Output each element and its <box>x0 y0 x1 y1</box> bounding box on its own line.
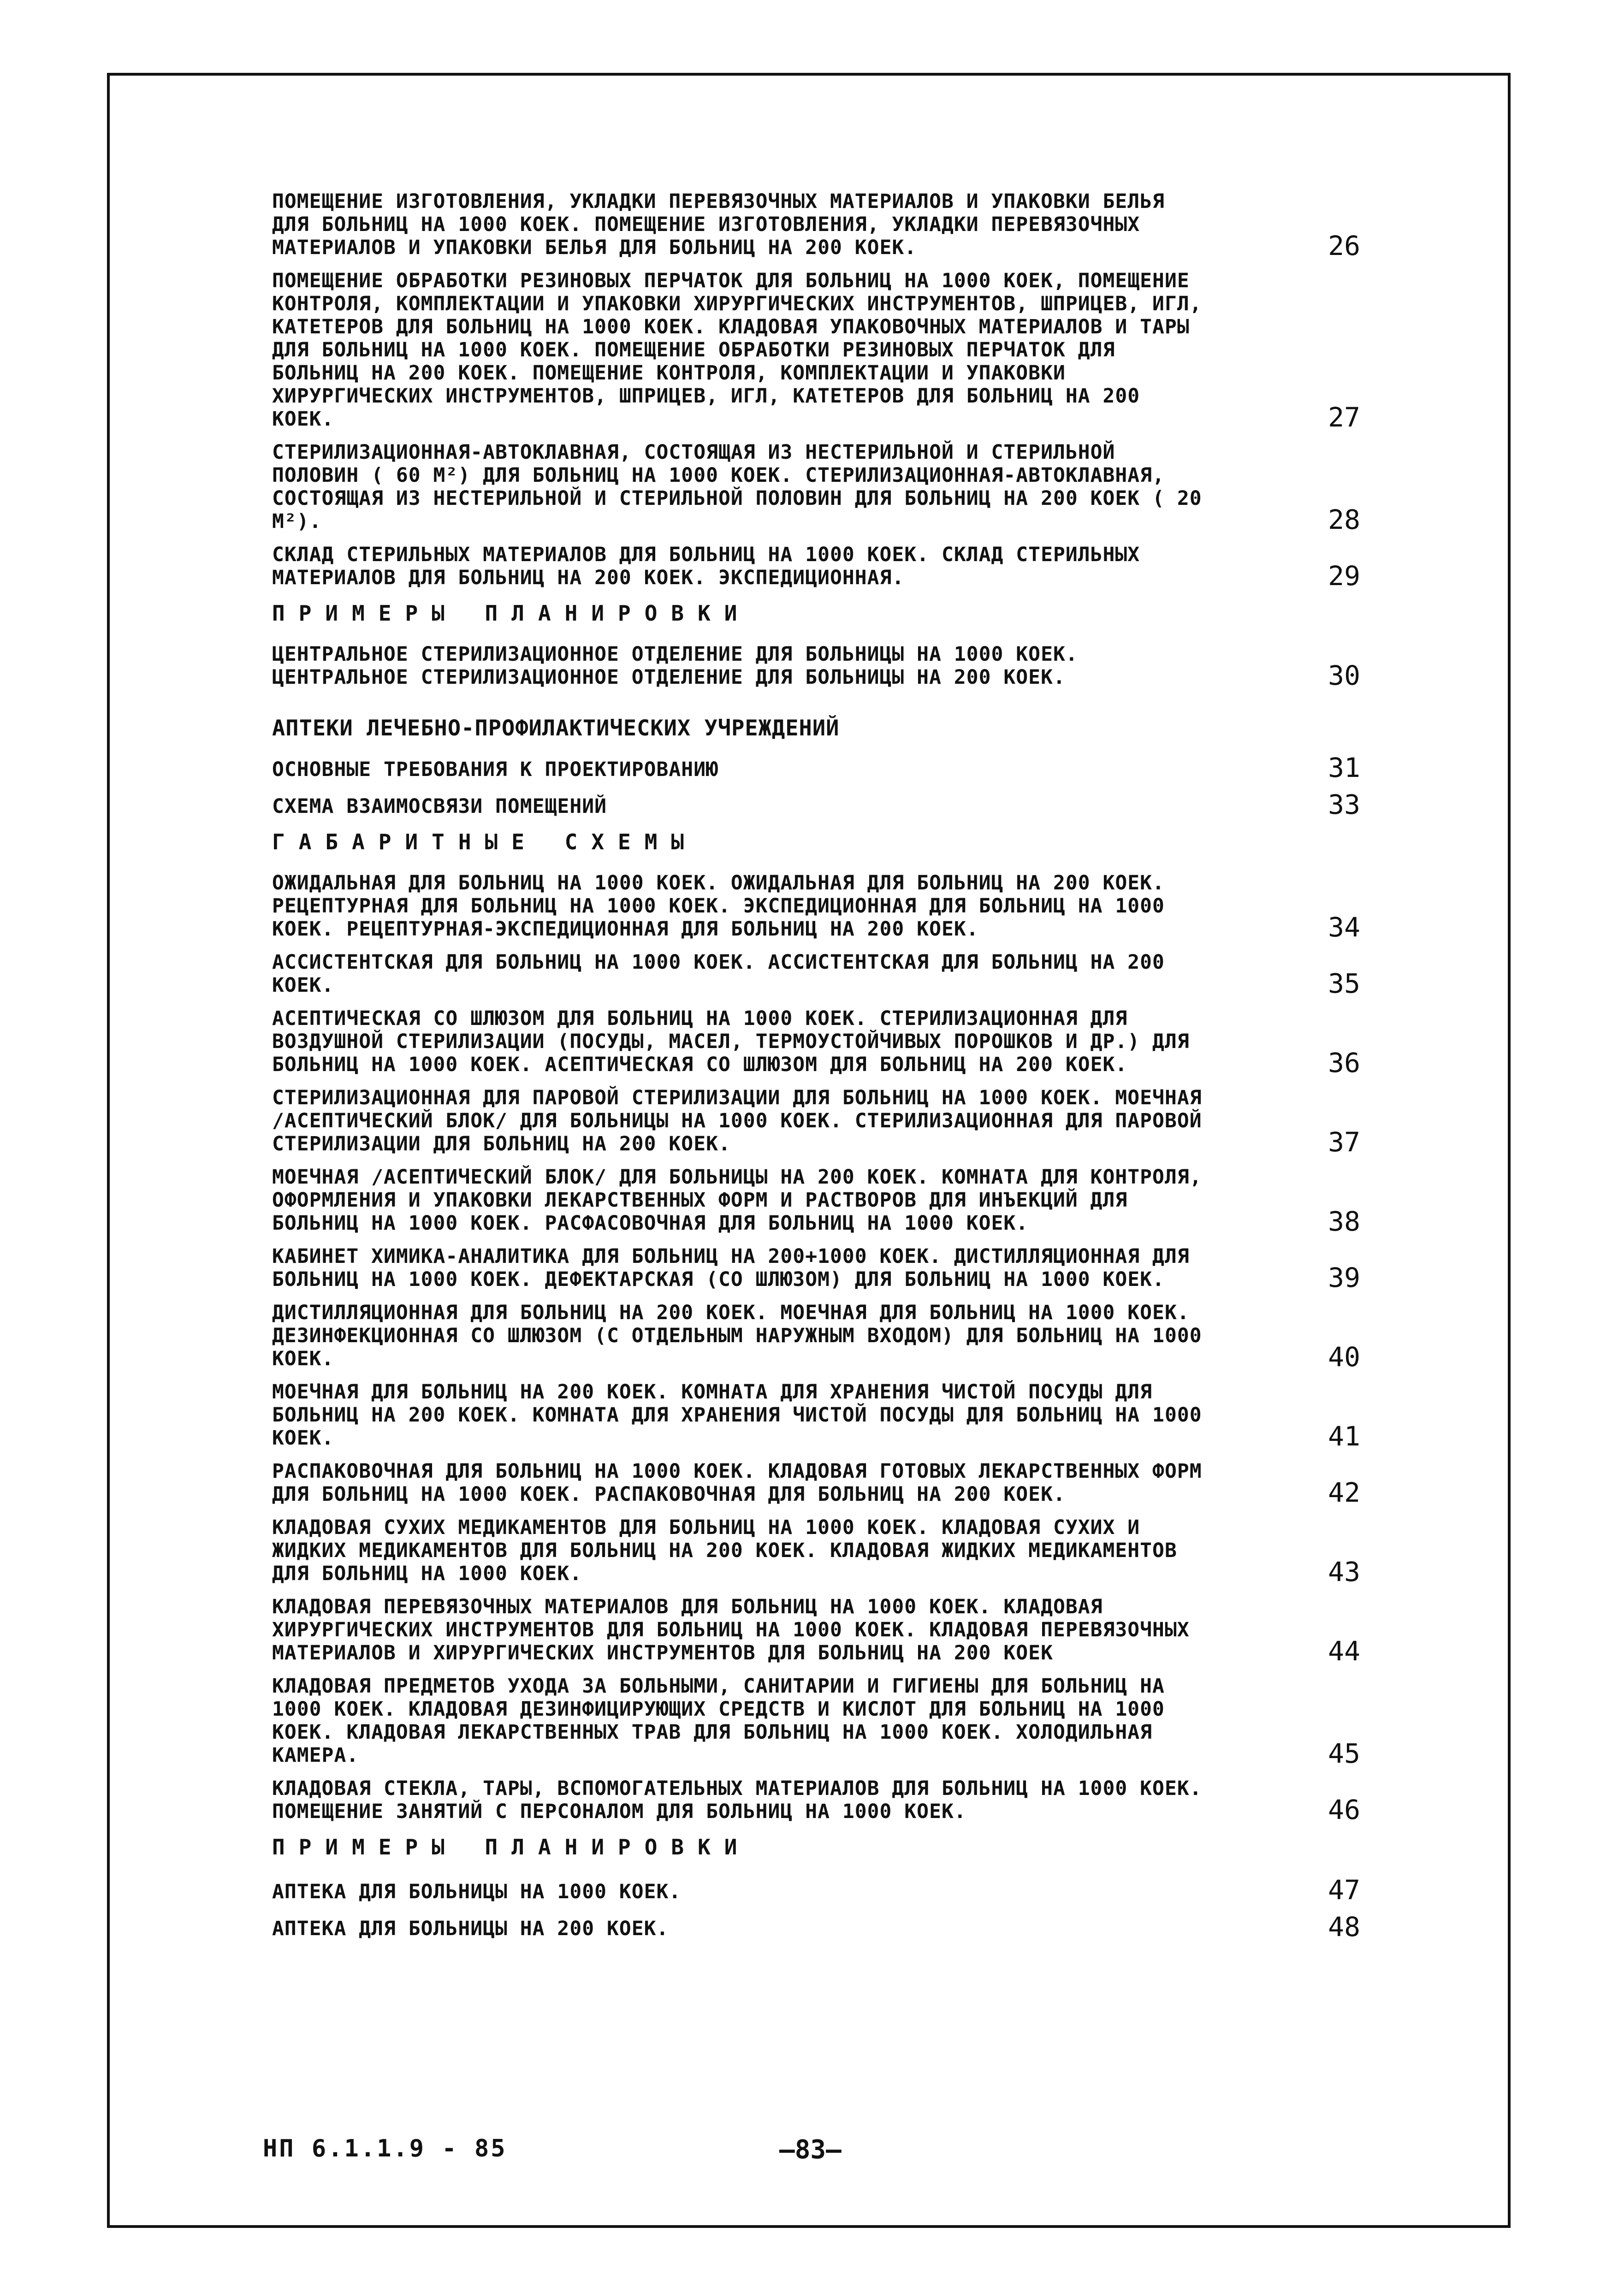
toc-entry <box>272 1086 1360 1158</box>
toc-entry <box>272 1007 1360 1076</box>
toc-page-number: 33 <box>1328 789 1360 820</box>
toc-entry-text: АПТЕКА ДЛЯ БОЛЬНИЦЫ НА 200 КОЕК. <box>272 1917 669 1940</box>
toc-entry-text: КЛАДОВАЯ ПРЕДМЕТОВ УХОДА ЗА БОЛЬНЫМИ, САНИТАРИИ И ГИГИЕНЫ ДЛЯ БОЛЬНИЦ НА 1000 КОЕК. КЛАДОВАЯ ДЕЗИНФИЦИРУЮЩИХ СРЕДСТВ И КИСЛОТ ДЛЯ БОЛЬНИЦ НА 1000 КОЕК. КЛАДОВАЯ ЛЕКАРСТВЕННЫХ ТРАВ ДЛЯ БОЛЬНИЦ НА 1000 КОЕК. ХОЛОДИЛЬНАЯ КАМЕРА. <box>272 1675 1165 1767</box>
toc-page-number: 37 <box>1328 1126 1360 1158</box>
toc-entry-text: КАБИНЕТ ХИМИКА-АНАЛИТИКА ДЛЯ БОЛЬНИЦ НА 200+1000 КОЕК. ДИСТИЛЛЯЦИОННАЯ ДЛЯ БОЛЬНИЦ НА 1000 КОЕК. ДЕФЕКТАРСКАЯ (СО ШЛЮЗОМ) ДЛЯ БОЛЬНИЦ НА 1000 КОЕК. <box>272 1245 1190 1291</box>
toc-page-number: 40 <box>1328 1341 1360 1373</box>
toc-page-number: 39 <box>1328 1262 1360 1293</box>
toc-entry <box>272 791 1360 818</box>
toc-entry-text: СТЕРИЛИЗАЦИОННАЯ-АВТОКЛАВНАЯ, СОСТОЯЩАЯ ИЗ НЕСТЕРИЛЬНОЙ И СТЕРИЛЬНОЙ ПОЛОВИН ( 60 М²) ДЛЯ БОЛЬНИЦ НА 1000 КОЕК. СТЕРИЛИЗАЦИОННАЯ-АВТОКЛАВНАЯ, СОСТОЯЩАЯ ИЗ НЕСТЕРИЛЬНОЙ И СТЕРИЛЬНОЙ ПОЛОВИН ДЛЯ БОЛЬНИЦ НА 200 КОЕК ( 20 М²). <box>272 441 1202 533</box>
toc-page-number: 44 <box>1328 1635 1360 1667</box>
toc-entry <box>272 269 1360 431</box>
toc-page-number: 36 <box>1328 1047 1360 1078</box>
toc-page-number: 43 <box>1328 1556 1360 1587</box>
toc-entry <box>272 1911 1360 1943</box>
toc-page-number: 31 <box>1328 752 1360 783</box>
table-of-contents <box>272 190 1360 1950</box>
toc-entry <box>272 1460 1360 1506</box>
toc-entry <box>272 1516 1360 1585</box>
toc-entry <box>272 1380 1360 1450</box>
toc-page-number: 35 <box>1328 968 1360 999</box>
toc-page-number: 27 <box>1328 402 1360 433</box>
toc-entry-text: РАСПАКОВОЧНАЯ ДЛЯ БОЛЬНИЦ НА 1000 КОЕК. КЛАДОВАЯ ГОТОВЫХ ЛЕКАРСТВЕННЫХ ФОРМ ДЛЯ БОЛЬНИЦ НА 1000 КОЕК. РАСПАКОВОЧНАЯ ДЛЯ БОЛЬНИЦ НА 200 КОЕК. <box>272 1460 1202 1506</box>
toc-entry-text: СХЕМА ВЗАИМОСВЯЗИ ПОМЕЩЕНИЙ <box>272 795 607 818</box>
toc-entry <box>272 951 1360 997</box>
toc-entry <box>272 1675 1360 1767</box>
toc-entry <box>272 1301 1360 1373</box>
toc-entry <box>272 643 1360 689</box>
toc-entry <box>272 754 1360 781</box>
toc-entry-text: ПОМЕЩЕНИЕ ОБРАБОТКИ РЕЗИНОВЫХ ПЕРЧАТОК ДЛЯ БОЛЬНИЦ НА 1000 КОЕК, ПОМЕЩЕНИЕ КОНТРОЛЯ, КОМПЛЕКТАЦИИ И УПАКОВКИ ХИРУРГИЧЕСКИХ ИНСТРУМЕНТОВ, ШПРИЦЕВ, ИГЛ, КАТЕТЕРОВ ДЛЯ БОЛЬНИЦ НА 1000 КОЕК. КЛАДОВАЯ УПАКОВОЧНЫХ МАТЕРИАЛОВ И ТАРЫ ДЛЯ БОЛЬНИЦ НА 1000 КОЕК. ПОМЕЩЕНИЕ ОБРАБОТКИ РЕЗИНОВЫХ ПЕРЧАТОК ДЛЯ БОЛЬНИЦ НА 200 КОЕК. ПОМЕЩЕНИЕ КОНТРОЛЯ, КОМПЛЕКТАЦИИ И УПАКОВКИ ХИРУРГИЧЕСКИХ ИНСТРУМЕНТОВ, ШПРИЦЕВ, ИГЛ, КАТЕТЕРОВ ДЛЯ БОЛЬНИЦ НА 200 КОЕК. <box>272 269 1202 431</box>
toc-entry <box>272 1166 1360 1235</box>
toc-page-number: 46 <box>1328 1794 1360 1825</box>
toc-page-number: 28 <box>1328 504 1360 535</box>
toc-entry-text: МОЕЧНАЯ ДЛЯ БОЛЬНИЦ НА 200 КОЕК. КОМНАТА ДЛЯ ХРАНЕНИЯ ЧИСТОЙ ПОСУДЫ ДЛЯ БОЛЬНИЦ НА 200 КОЕК. КОМНАТА ДЛЯ ХРАНЕНИЯ ЧИСТОЙ ПОСУДЫ ДЛЯ БОЛЬНИЦ НА 1000 КОЕК. <box>272 1380 1202 1450</box>
toc-page-number: 34 <box>1328 912 1360 943</box>
document-code: НП 6.1.1.9 - 85 <box>263 2135 507 2162</box>
subsection-heading: ПРИМЕРЫ ПЛАНИРОВКИ <box>272 601 751 626</box>
toc-entry-text: КЛАДОВАЯ ПЕРЕВЯЗОЧНЫХ МАТЕРИАЛОВ ДЛЯ БОЛЬНИЦ НА 1000 КОЕК. КЛАДОВАЯ ХИРУРГИЧЕСКИХ ИНСТРУМЕНТОВ ДЛЯ БОЛЬНИЦ НА 1000 КОЕК. КЛАДОВАЯ ПЕРЕВЯЗОЧНЫХ МАТЕРИАЛОВ И ХИРУРГИЧЕСКИХ ИНСТРУМЕНТОВ ДЛЯ БОЛЬНИЦ НА 200 КОЕК <box>272 1595 1190 1664</box>
toc-entry-text: СКЛАД СТЕРИЛЬНЫХ МАТЕРИАЛОВ ДЛЯ БОЛЬНИЦ НА 1000 КОЕК. СКЛАД СТЕРИЛЬНЫХ МАТЕРИАЛОВ ДЛЯ БОЛЬНИЦ НА 200 КОЕК. ЭКСПЕДИЦИОННАЯ. <box>272 543 1140 589</box>
toc-entry-text: ЦЕНТРАЛЬНОЕ СТЕРИЛИЗАЦИОННОЕ ОТДЕЛЕНИЕ ДЛЯ БОЛЬНИЦЫ НА 1000 КОЕК. ЦЕНТРАЛЬНОЕ СТЕРИЛИЗАЦИОННОЕ ОТДЕЛЕНИЕ ДЛЯ БОЛЬНИЦЫ НА 200 КОЕК. <box>272 643 1078 689</box>
subsection-heading: ПРИМЕРЫ ПЛАНИРОВКИ <box>272 1835 751 1860</box>
toc-entry <box>272 1595 1360 1667</box>
toc-entry-text: ОЖИДАЛЬНАЯ ДЛЯ БОЛЬНИЦ НА 1000 КОЕК. ОЖИДАЛЬНАЯ ДЛЯ БОЛЬНИЦ НА 200 КОЕК. РЕЦЕПТУРНАЯ ДЛЯ БОЛЬНИЦ НА 1000 КОЕК. ЭКСПЕДИЦИОННАЯ ДЛЯ БОЛЬНИЦ НА 1000 КОЕК. РЕЦЕПТУРНАЯ-ЭКСПЕДИЦИОННАЯ ДЛЯ БОЛЬНИЦ НА 200 КОЕК. <box>272 871 1165 941</box>
toc-group-sterilization <box>272 190 1360 592</box>
toc-entry-text: ДИСТИЛЛЯЦИОННАЯ ДЛЯ БОЛЬНИЦ НА 200 КОЕК. МОЕЧНАЯ ДЛЯ БОЛЬНИЦ НА 1000 КОЕК. ДЕЗИНФЕКЦИОННАЯ СО ШЛЮЗОМ (С ОТДЕЛЬНЫМ НАРУЖНЫМ ВХОДОМ) ДЛЯ БОЛЬНИЦ НА 1000 КОЕК. <box>272 1301 1202 1370</box>
toc-entry-text: КЛАДОВАЯ СТЕКЛА, ТАРЫ, ВСПОМОГАТЕЛЬНЫХ МАТЕРИАЛОВ ДЛЯ БОЛЬНИЦ НА 1000 КОЕК. ПОМЕЩЕНИЕ ЗАНЯТИЙ С ПЕРСОНАЛОМ ДЛЯ БОЛЬНИЦ НА 1000 КОЕК. <box>272 1777 1202 1823</box>
toc-entry <box>272 190 1360 259</box>
toc-entry-text: ОСНОВНЫЕ ТРЕБОВАНИЯ К ПРОЕКТИРОВАНИЮ <box>272 758 718 781</box>
toc-page-number: 29 <box>1328 560 1360 592</box>
toc-entry-text: МОЕЧНАЯ /АСЕПТИЧЕСКИЙ БЛОК/ ДЛЯ БОЛЬНИЦЫ НА 200 КОЕК. КОМНАТА ДЛЯ КОНТРОЛЯ, ОФОРМЛЕНИЯ И УПАКОВКИ ЛЕКАРСТВЕННЫХ ФОРМ И РАСТВОРОВ ДЛЯ ИНЪЕКЦИЙ ДЛЯ БОЛЬНИЦ НА 1000 КОЕК. РАСФАСОВОЧНАЯ ДЛЯ БОЛЬНИЦ НА 1000 КОЕК. <box>272 1166 1202 1235</box>
toc-entry <box>272 441 1360 533</box>
toc-entry <box>272 543 1360 592</box>
toc-entry <box>272 1777 1360 1823</box>
toc-entry-text: АСЕПТИЧЕСКАЯ СО ШЛЮЗОМ ДЛЯ БОЛЬНИЦ НА 1000 КОЕК. СТЕРИЛИЗАЦИОННАЯ ДЛЯ ВОЗДУШНОЙ СТЕРИЛИЗАЦИИ (ПОСУДЫ, МАСЕЛ, ТЕРМОУСТОЙЧИВЫХ ПОРОШКОВ И ДР.) ДЛЯ БОЛЬНИЦ НА 1000 КОЕК. АСЕПТИЧЕСКАЯ СО ШЛЮЗОМ ДЛЯ БОЛЬНИЦ НА 200 КОЕК. <box>272 1007 1190 1076</box>
toc-entry-text: КЛАДОВАЯ СУХИХ МЕДИКАМЕНТОВ ДЛЯ БОЛЬНИЦ НА 1000 КОЕК. КЛАДОВАЯ СУХИХ И ЖИДКИХ МЕДИКАМЕНТОВ ДЛЯ БОЛЬНИЦ НА 200 КОЕК. КЛАДОВАЯ ЖИДКИХ МЕДИКАМЕНТОВ ДЛЯ БОЛЬНИЦ НА 1000 КОЕК. <box>272 1516 1177 1585</box>
toc-page-number: 30 <box>1328 660 1360 691</box>
toc-entry-text: АССИСТЕНТСКАЯ ДЛЯ БОЛЬНИЦ НА 1000 КОЕК. АССИСТЕНТСКАЯ ДЛЯ БОЛЬНИЦ НА 200 КОЕК. <box>272 951 1165 997</box>
page-number: —83— <box>779 2135 842 2165</box>
toc-entry-text: СТЕРИЛИЗАЦИОННАЯ ДЛЯ ПАРОВОЙ СТЕРИЛИЗАЦИИ ДЛЯ БОЛЬНИЦ НА 1000 КОЕК. МОЕЧНАЯ /АСЕПТИЧЕСКИЙ БЛОК/ ДЛЯ БОЛЬНИЦЫ НА 1000 КОЕК. СТЕРИЛИЗАЦИОННАЯ ДЛЯ ПАРОВОЙ СТЕРИЛИЗАЦИИ ДЛЯ БОЛЬНИЦ НА 200 КОЕК. <box>272 1086 1202 1155</box>
page-footer <box>0 2135 1624 2167</box>
toc-page-number: 45 <box>1328 1738 1360 1769</box>
toc-entry-text: ПОМЕЩЕНИЕ ИЗГОТОВЛЕНИЯ, УКЛАДКИ ПЕРЕВЯЗОЧНЫХ МАТЕРИАЛОВ И УПАКОВКИ БЕЛЬЯ ДЛЯ БОЛЬНИЦ НА 1000 КОЕК. ПОМЕЩЕНИЕ ИЗГОТОВЛЕНИЯ, УКЛАДКИ ПЕРЕВЯЗОЧНЫХ МАТЕРИАЛОВ И УПАКОВКИ БЕЛЬЯ ДЛЯ БОЛЬНИЦ НА 200 КОЕК. <box>272 190 1165 259</box>
subsection-heading: ГАБАРИТНЫЕ СХЕМЫ <box>272 829 698 854</box>
toc-entry <box>272 1245 1360 1291</box>
toc-page-number: 48 <box>1328 1911 1360 1943</box>
toc-page-number: 41 <box>1328 1421 1360 1452</box>
section-title: АПТЕКИ ЛЕЧЕБНО-ПРОФИЛАКТИЧЕСКИХ УЧРЕЖДЕНИЙ <box>272 716 840 741</box>
toc-entry <box>272 871 1360 941</box>
toc-page-number: 38 <box>1328 1206 1360 1237</box>
toc-page-number: 26 <box>1328 230 1360 261</box>
toc-page-number: 47 <box>1328 1874 1360 1906</box>
toc-page-number: 42 <box>1328 1477 1360 1508</box>
toc-entry <box>272 1874 1360 1906</box>
toc-entry-text: АПТЕКА ДЛЯ БОЛЬНИЦЫ НА 1000 КОЕК. <box>272 1880 682 1903</box>
